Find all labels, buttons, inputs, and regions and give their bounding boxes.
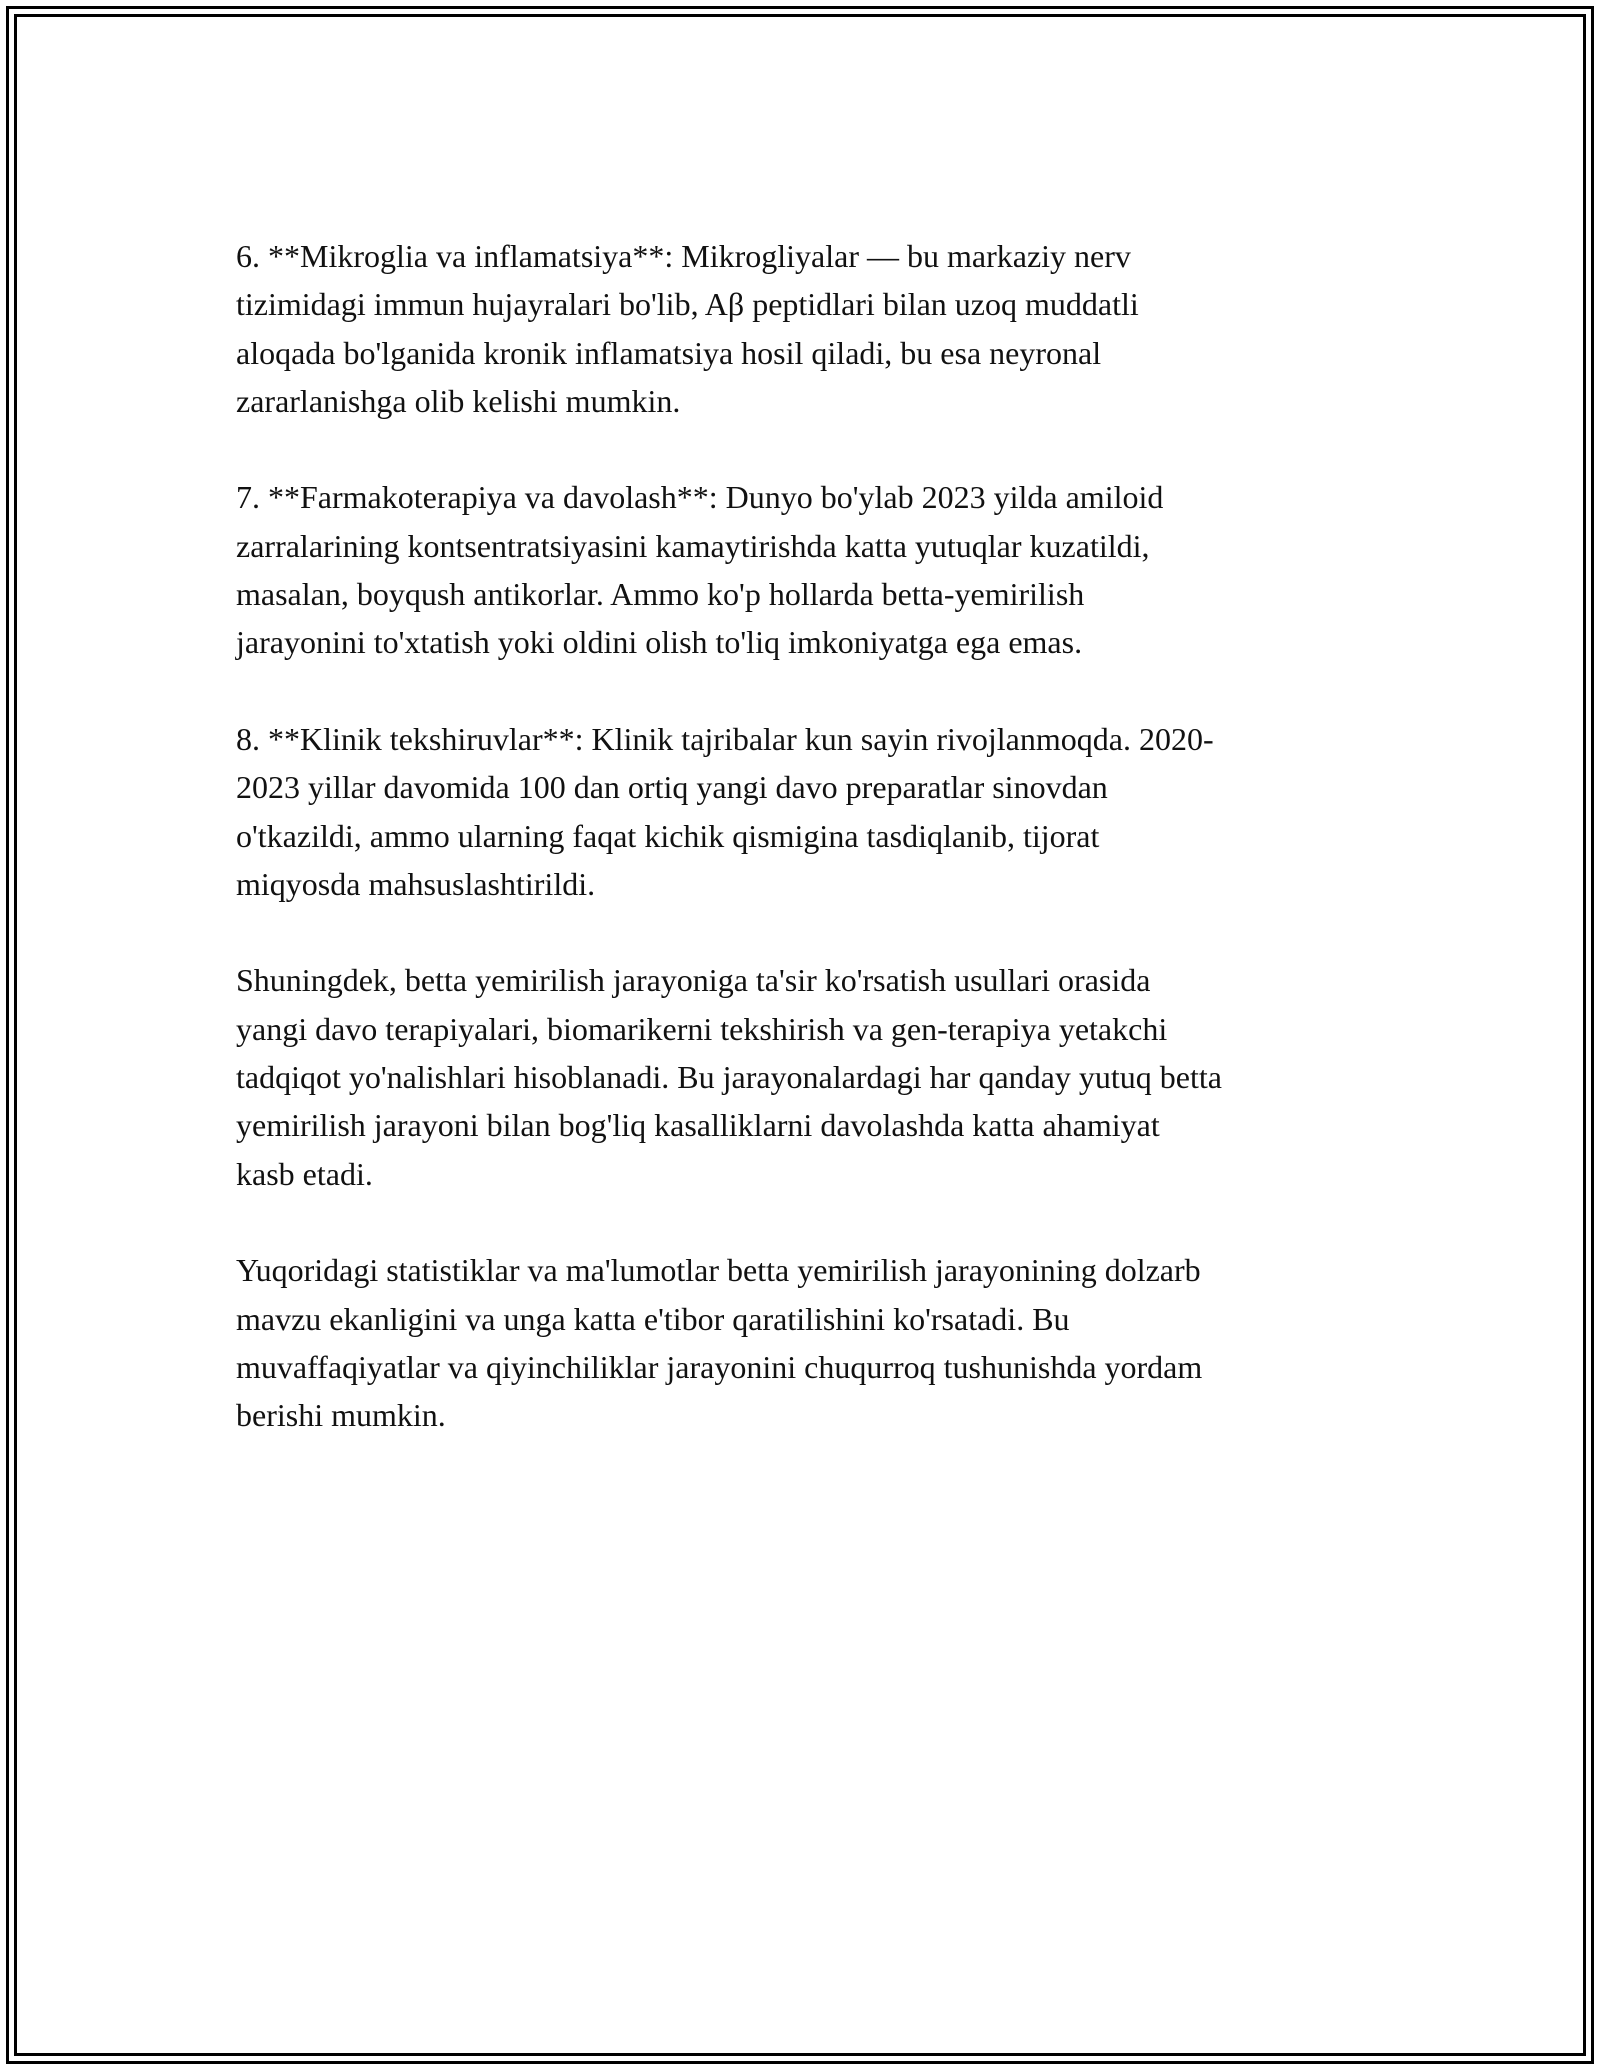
paragraph-clinical-trials: 8. **Klinik tekshiruvlar**: Klinik tajribalar kun sayin rivojlanmoqda. 2020- 2023 yillar davomida 100 dan ortiq yangi davo preparatlar sinovdan o'tkazildi, ammo ularning faqat kichik qismigina tasdiqlanib, tijorat miqyosda mahsuslashtirildi.: [236, 720, 1214, 902]
paragraph-pharmacotherapy: 7. **Farmakoterapiya va davolash**: Dunyo bo'ylab 2023 yilda amiloid zarralarining kontsentratsiyasini kamaytirishda katta yutuqlar kuzatildi, masalan, boyqush antikorlar. Ammo ko'p hollarda betta-yemirilish jarayonini to'xtatish yoki oldini olish to'liq imkoniyatga ega emas.: [236, 479, 1164, 661]
document-body: [236, 232, 1386, 1488]
paragraph-microglia: 6. **Mikroglia va inflamatsiya**: Mikrogliyalar — bu markaziy nerv tizimidagi immun hujayralari bo'lib, Aβ peptidlari bilan uzoq muddatli aloqada bo'lganida kronik inflamatsiya hosil qiladi, bu esa neyronal zararlanishga olib kelishi mumkin.: [236, 238, 1139, 419]
paragraph-conclusion: Yuqoridagi statistiklar va ma'lumotlar betta yemirilish jarayonining dolzarb mavzu ekanligini va unga katta e'tibor qaratilishini ko'rsatadi. Bu muvaffaqiyatlar va qiyinchiliklar jarayonini chuqurroq tushunishda yordam berishi mumkin.: [236, 1252, 1203, 1434]
paragraph-research-directions: Shuningdek, betta yemirilish jarayoniga ta'sir ko'rsatish usullari orasida yangi davo terapiyalari, biomarikerni tekshirish va gen-terapiya yetakchi tadqiqot yo'nalishlari hisoblanadi. Bu jarayonalardagi har qanday yutuq betta yemirilish jarayoni bilan bog'liq kasalliklarni davolashda katta ahamiyat kasb etadi.: [236, 962, 1222, 1192]
